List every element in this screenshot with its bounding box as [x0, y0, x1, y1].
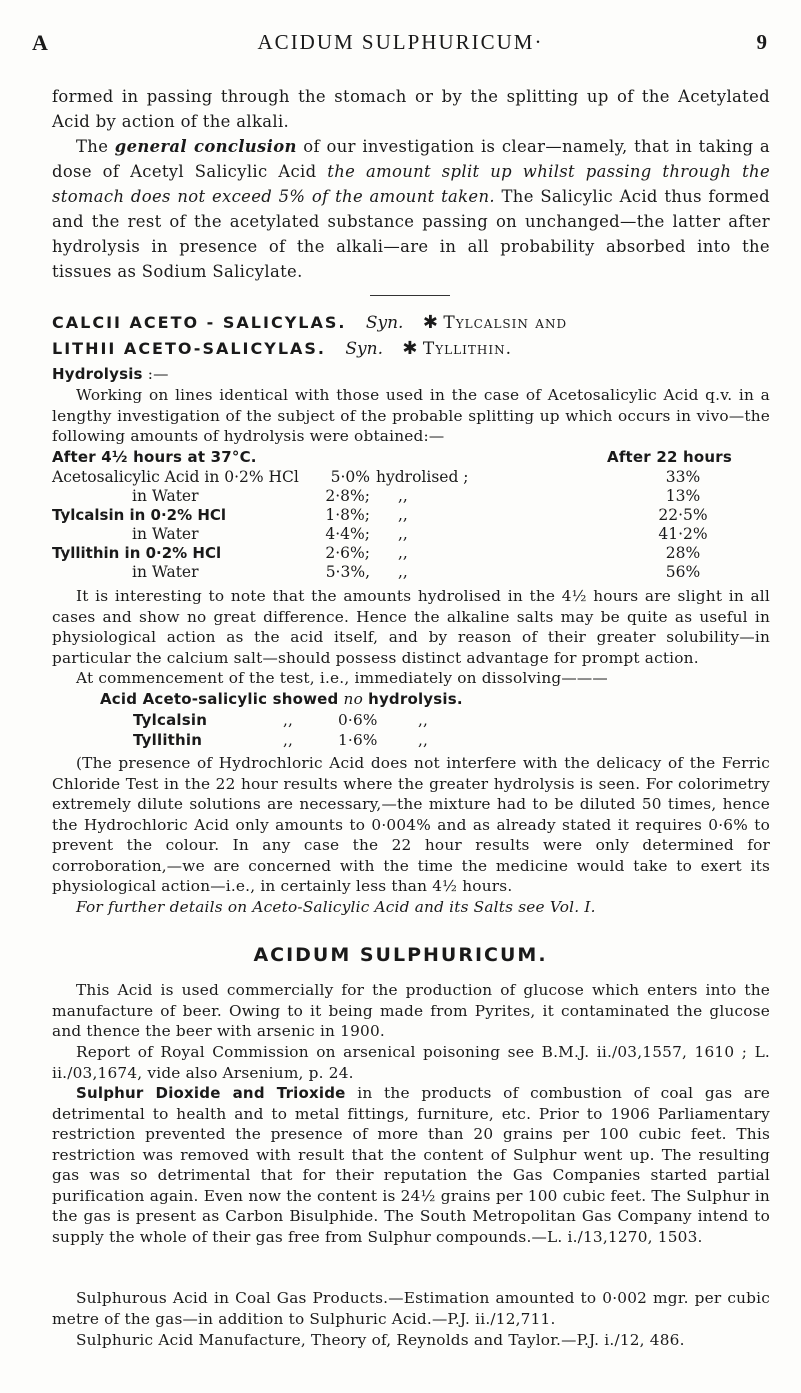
further-details: For further details on Aceto-Salicylic Acid and its Salts see Vol. I.	[76, 898, 596, 916]
row-label: Tylcalsin in 0·2% HCl	[52, 506, 227, 524]
calcii-syn-label: Syn.	[365, 313, 404, 333]
header-letter: A	[32, 30, 50, 55]
lithii-name: LITHII ACETO-SALICYLAS.	[52, 339, 326, 358]
lithii-product: Tyllithin.	[422, 339, 512, 359]
c3-ditto: ,,	[283, 731, 294, 749]
conclusion-key-finding: the amount split up whilst passing through the stomach does not exceed 5% of the amount taken.	[52, 162, 770, 206]
sulphuricum-paragraph-4: Sulphurous Acid in Coal Gas Products.—Estimation amounted to 0·002 mgr. per cubic metre of the gas—in addition to Sulphuric Acid.—P.J. ii./12,711.	[52, 1289, 770, 1328]
ditto-mark: ,,	[398, 506, 408, 524]
short-value: 5·3%,	[325, 563, 370, 581]
row-label: in Water	[132, 487, 199, 505]
row-label: in Water	[132, 563, 199, 581]
ditto-mark: ,,	[398, 525, 408, 543]
interesting-paragraph: It is interesting to note that the amounts hydrolised in the 4½ hours are slight in all cases and show no great difference. Hence the alkaline salts may be quite as useful in physiological action as the acid itself, and by reason of their greater solubility—in particular the calcium salt—should possess distinct advantage for prompt action.	[52, 587, 770, 667]
conclusion-text-c: of our investigation is clear—namely, that in taking a dose of Acetyl Salicylic Acid	[52, 137, 770, 181]
conclusion-text-a: The	[76, 137, 115, 156]
short-value: 2·6%;	[325, 544, 370, 562]
hydrolised-word: hydrolised ;	[376, 468, 469, 486]
calcii-name: CALCII ACETO - SALICYLAS.	[52, 313, 347, 332]
sulphuricum-paragraph-5: Sulphuric Acid Manufacture, Theory of, Reynolds and Taylor.—P.J. i./12, 486.	[76, 1331, 685, 1349]
long-value: 56%	[665, 563, 701, 581]
conclusion-text-e: The Salicylic Acid thus formed and the rest of the acetylated substance passing on unchanged—the latter after hydrolysis in presence of the alkali—are in all probability absorbed into the tissues as Sodium Salicylate.	[52, 187, 771, 281]
long-value: 33%	[665, 468, 701, 486]
hydrolysis-label-line	[52, 364, 770, 385]
intro-paragraph-1: formed in passing through the stomach or by the splitting up of the Acetylated Acid by action of the alkali.	[52, 87, 770, 131]
table-row	[52, 487, 760, 506]
commencement-results	[100, 689, 700, 751]
section-divider	[370, 295, 450, 296]
running-title: ACIDUM SULPHURICUM·	[257, 30, 544, 54]
c1-no: no	[343, 690, 363, 708]
short-value: 4·4%;	[325, 525, 370, 543]
running-header	[32, 30, 769, 60]
c3-label: Tyllithin	[133, 731, 203, 749]
c3-value: 1·6%	[338, 731, 378, 749]
conclusion-paragraph	[52, 134, 770, 284]
short-value: 5·0%	[330, 468, 370, 486]
c1-end: hydrolysis.	[368, 690, 463, 708]
table-row	[52, 506, 760, 525]
long-value: 41·2%	[658, 525, 708, 543]
c1-label: Acid Aceto-salicylic showed	[100, 690, 339, 708]
table-row	[52, 525, 760, 544]
commencement-row-tylcalsin	[100, 710, 700, 731]
sulphur-dioxide-label: Sulphur Dioxide and Trioxide	[76, 1084, 346, 1102]
general-conclusion-emphasis: general conclusion	[114, 137, 297, 156]
ditto-mark: ,,	[398, 487, 408, 505]
commencement-row-acid	[100, 689, 700, 710]
long-value: 28%	[665, 544, 701, 562]
star-icon: ✱	[402, 338, 418, 359]
calcii-product: Tylcalsin and	[443, 313, 568, 333]
hydrolysis-colon: :—	[142, 365, 169, 383]
after-long-header: After 22 hours	[607, 448, 732, 466]
long-value: 22·5%	[658, 506, 708, 524]
hydrolysis-time-headers	[52, 447, 770, 468]
lithii-syn-label: Syn.	[345, 339, 384, 359]
c2-ditto: ,,	[283, 710, 294, 729]
row-label: Tyllithin in 0·2% HCl	[52, 544, 222, 562]
sulphuricum-paragraph-2: Report of Royal Commission on arsenical poisoning see B.M.J. ii./03,1557, 1610 ; L. ii./03,1674, vide also Arsenium, p. 24.	[52, 1043, 770, 1082]
section-title-sulphuricum: ACIDUM SULPHURICUM.	[253, 944, 548, 966]
calcii-heading	[52, 310, 772, 336]
long-value: 13%	[665, 487, 701, 505]
page-number: 9	[756, 30, 769, 54]
hydrolysis-label: Hydrolysis	[52, 365, 143, 383]
lithii-heading	[52, 336, 772, 362]
c2-end: ,,	[418, 710, 429, 729]
c3-end: ,,	[418, 731, 429, 749]
sulphuricum-paragraph-1: This Acid is used commercially for the production of glucose which enters into the manufacture of beer. Owing to it being made from Pyrites, it contaminated the glucose and thence the beer with arsenic in 1900.	[52, 981, 770, 1040]
hydrolysis-paragraph: Working on lines identical with those used in the case of Acetosalicylic Acid q.v. in a lengthy investigation of the subject of the probable splitting up which occurs in vivo—the following amounts of hydrolysis were obtained:—	[52, 386, 770, 445]
table-row	[52, 544, 760, 563]
ditto-mark: ,,	[398, 544, 408, 562]
hydrolysis-results-table	[52, 468, 760, 582]
note-paragraph: (The presence of Hydrochloric Acid does not interfere with the delicacy of the Ferric Chloride Test in the 22 hour results where the greater hydrolysis is seen. For colorimetry extremely dilute solutions are necessary,—the mixture had to be diluted 50 times, hence the Hydrochloric Acid only amounts to 0·004% and as already stated it requires 0·6% to prevent the colour. In any case the 22 hour results were only determined for corroboration,—we are concerned with the time the medicine would take to exert its physiological action—i.e., in certainly less than 4½ hours.	[52, 754, 770, 895]
sulphur-dioxide-text: in the products of combustion of coal gas are detrimental to health and to metal fittings, furniture, etc. Prior to 1906 Parliamentary restriction prevented the presence of more than 20 grains per 100 cubic feet. This restriction was removed with result that the content of Sulphur went up. The resulting gas was so detrimental that for their reputation the Gas Companies started partial purification again. Even now the content is 24½ grains per 100 cubic feet. The Sulphur in the gas is present as Carbon Bisulphide. The South Metropolitan Gas Company intend to supply the whole of their gas free from Sulphur compounds.—L. i./13,1270, 1503.	[52, 1084, 771, 1246]
commencement-row-tyllithin	[100, 730, 700, 751]
short-value: 1·8%;	[325, 506, 370, 524]
row-label: Acetosalicylic Acid in 0·2% HCl	[52, 468, 299, 486]
table-row	[52, 563, 760, 582]
star-icon: ✱	[422, 312, 438, 333]
ditto-mark: ,,	[398, 563, 408, 581]
table-row	[52, 468, 760, 487]
short-value: 2·8%;	[325, 487, 370, 505]
row-label: in Water	[132, 525, 199, 543]
c2-label: Tylcalsin	[133, 710, 208, 729]
after-short-header: After 4½ hours at 37°C.	[52, 448, 257, 466]
commencement-line: At commencement of the test, i.e., immediately on dissolving———	[76, 669, 608, 687]
sulphuricum-paragraph-3	[52, 1083, 770, 1247]
c2-value: 0·6%	[338, 710, 378, 729]
